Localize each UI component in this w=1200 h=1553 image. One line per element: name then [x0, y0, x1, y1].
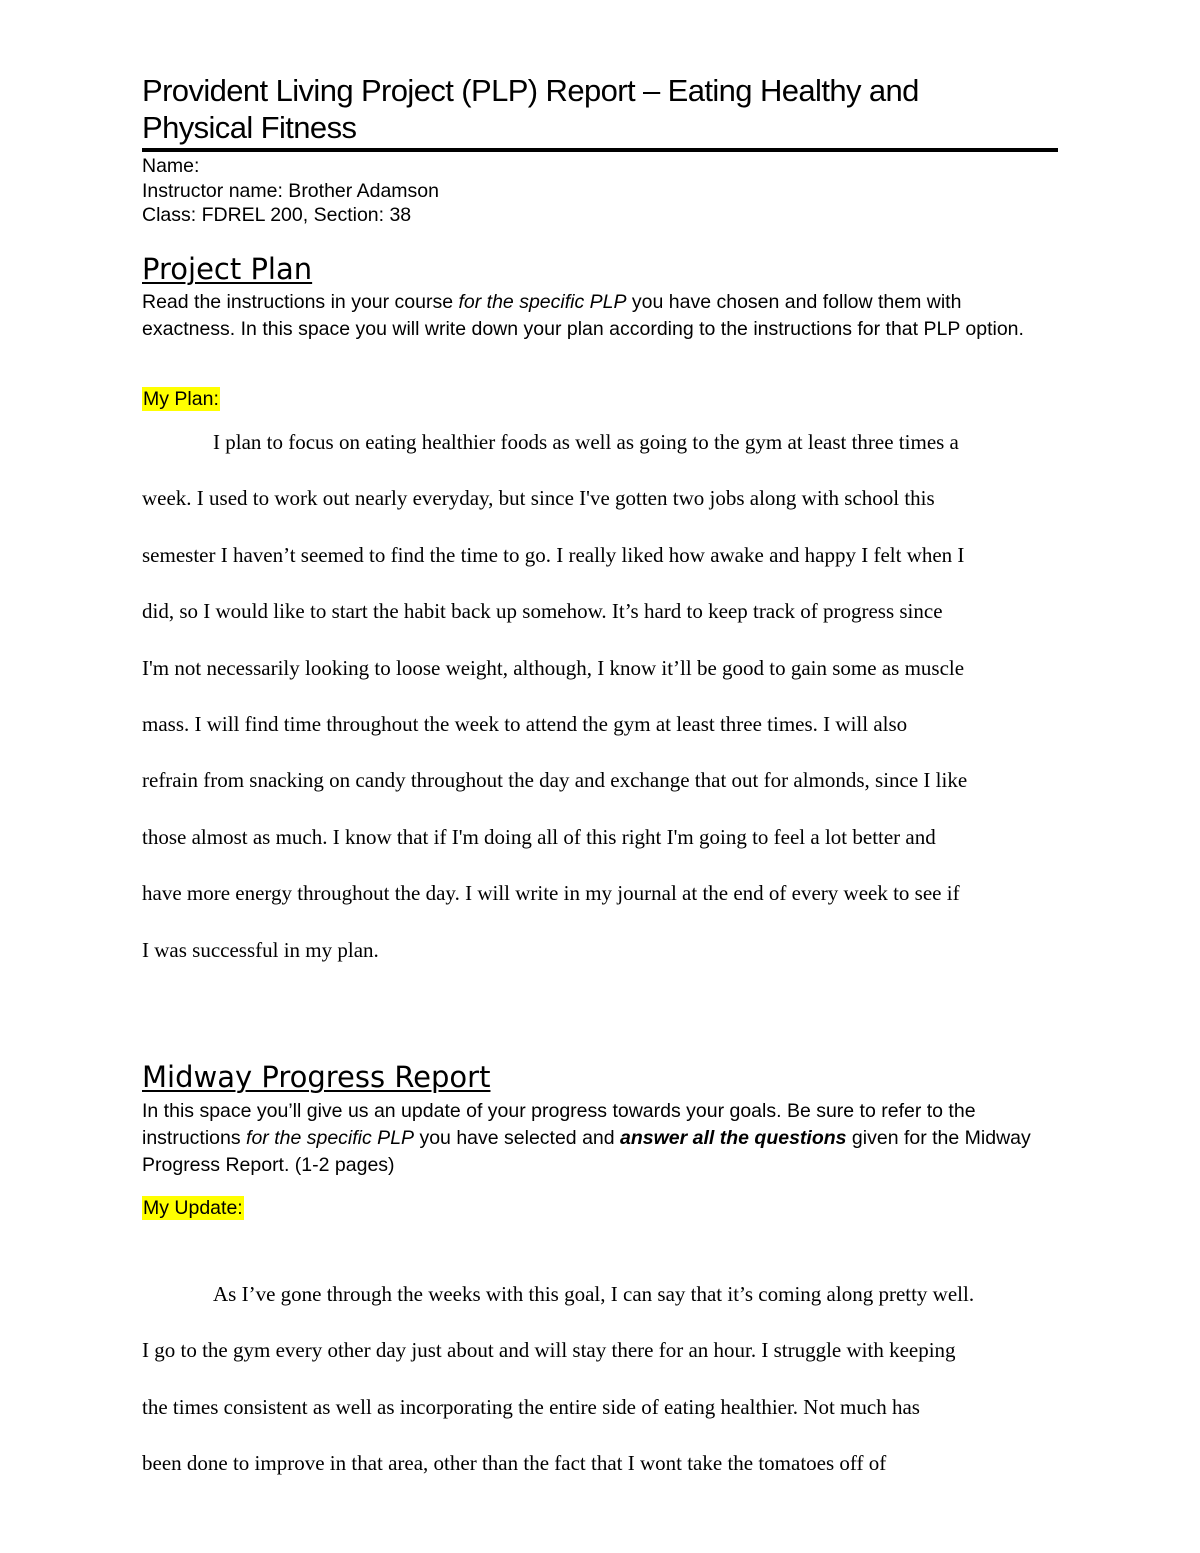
midway-instructions-strong: answer all the questions [620, 1127, 847, 1149]
instructor-name: Instructor name: Brother Adamson [142, 180, 439, 202]
update-line: As I’ve gone through the weeks with this goal, I can say that it’s coming along pretty well. [213, 1282, 975, 1306]
midway-instructions-text-2: you have selected and [414, 1127, 621, 1149]
project-plan-instructions [142, 289, 1058, 343]
plan-line: I plan to focus on eating healthier foods as well as going to the gym at least three times a [213, 430, 959, 454]
document-title-line-2: Physical Fitness [142, 110, 357, 145]
update-line: the times consistent as well as incorporating the entire side of eating healthier. Not much has [142, 1394, 920, 1419]
midway-instructions-text-3: given for the Midway Progress Report. (1-2 pages) [142, 1127, 1031, 1176]
midway-report-heading: Midway Progress Report [142, 1060, 491, 1094]
project-plan-instructions-text-2: you have chosen and follow them with exactness. In this space you will write down your plan according to the instructions for that PLP option. [142, 291, 1024, 340]
plan-line: refrain from snacking on candy throughout the day and exchange that out for almonds, since I like [142, 768, 968, 793]
my-plan-label: My Plan: [143, 388, 219, 410]
update-body [142, 1280, 1082, 1506]
midway-report-instructions [142, 1098, 1058, 1179]
plan-body [142, 428, 1082, 992]
document-title-line-1: Provident Living Project (PLP) Report – Eating Healthy and [142, 73, 919, 108]
plan-line: I was successful in my plan. [142, 937, 379, 962]
plan-line: mass. I will find time throughout the week to attend the gym at least three times. I will also [142, 711, 908, 736]
project-plan-heading: Project Plan [142, 252, 313, 286]
midway-instructions-text-1: In this space you’ll give us an update of your progress towards your goals. Be sure to refer to the instructions [142, 1100, 976, 1149]
update-line: I go to the gym every other day just about and will stay there for an hour. I struggle with keeping [142, 1338, 956, 1363]
project-plan-instructions-text-1: Read the instructions in your course [142, 291, 459, 313]
plan-line: week. I used to work out nearly everyday, but since I've gotten two jobs along with school this [142, 486, 935, 511]
title-divider [142, 148, 1058, 152]
plan-line: did, so I would like to start the habit back up somehow. It’s hard to keep track of progress since [142, 599, 943, 624]
midway-instructions-emphasis: for the specific PLP [246, 1127, 415, 1149]
plan-line: semester I haven’t seemed to find the time to go. I really liked how awake and happy I felt when I [142, 542, 965, 567]
name-field: Name: [142, 155, 200, 177]
plan-line: those almost as much. I know that if I'm doing all of this right I'm going to feel a lot better and [142, 824, 936, 849]
class-info: Class: FDREL 200, Section: 38 [142, 204, 412, 226]
project-plan-instructions-emphasis: for the specific PLP [458, 291, 627, 313]
plan-line: have more energy throughout the day. I will write in my journal at the end of every week to see if [142, 881, 960, 906]
update-line: been done to improve in that area, other than the fact that I wont take the tomatoes off of [142, 1451, 887, 1476]
my-update-label: My Update: [143, 1197, 243, 1219]
plan-line: I'm not necessarily looking to loose weight, although, I know it’ll be good to gain some as muscle [142, 655, 965, 680]
document-title [142, 72, 1058, 146]
